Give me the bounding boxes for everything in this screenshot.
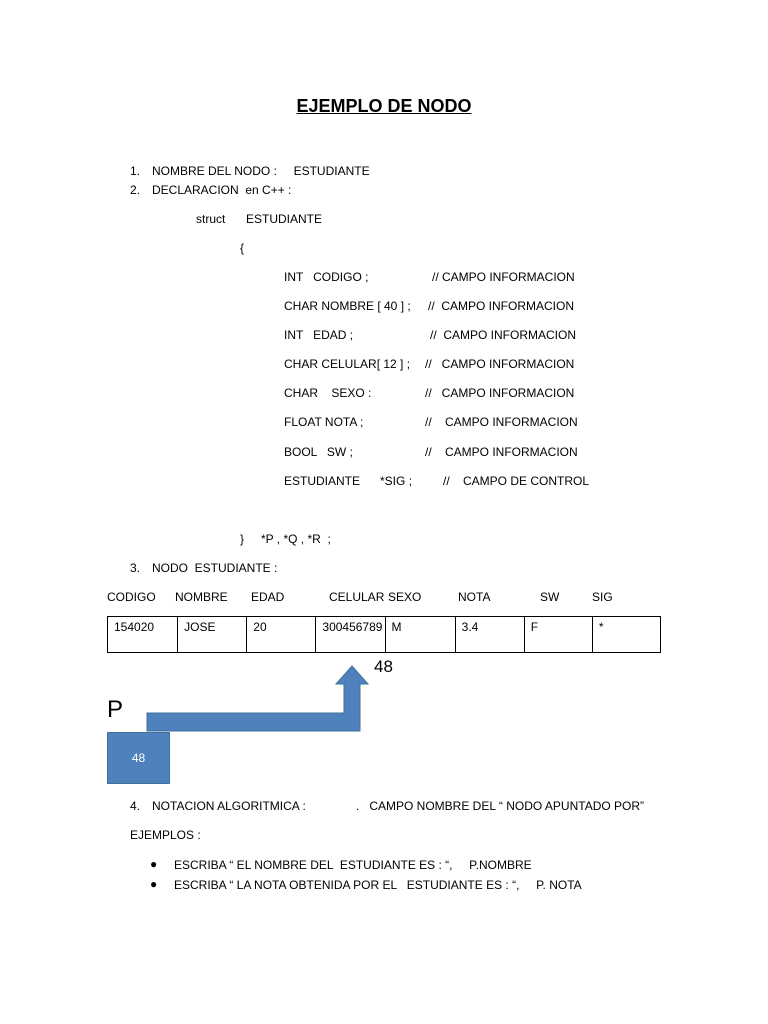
item-text: NOMBRE DEL NODO : ESTUDIANTE <box>152 164 370 178</box>
item-number: 3. <box>130 561 141 575</box>
field-declaration: CHAR NOMBRE [ 40 ] ; <box>284 299 411 313</box>
field-comment: // CAMPO INFORMACION <box>425 445 578 459</box>
close-brace: } <box>240 532 245 546</box>
field-comment: // CAMPO INFORMACION <box>425 357 575 371</box>
field-comment: // CAMPO INFORMACION <box>430 328 577 342</box>
field-declaration: ESTUDIANTE *SIG ; <box>284 474 413 488</box>
table-cell: 3.4 <box>455 617 524 653</box>
table-cell: M <box>385 617 455 653</box>
item-text: DECLARACION en C++ : <box>152 183 292 197</box>
field-declaration: CHAR CELULAR[ 12 ] ; <box>284 357 411 371</box>
column-header: CELULAR <box>329 590 385 604</box>
field-comment: // CAMPO DE CONTROL <box>443 474 590 488</box>
item-number: 4. <box>130 799 141 813</box>
field-comment: // CAMPO INFORMACION <box>432 270 575 284</box>
struct-keyword: struct <box>196 212 226 226</box>
column-header: SIG <box>592 590 613 604</box>
field-declaration: FLOAT NOTA ; <box>284 415 364 429</box>
arrow-shape <box>147 666 368 731</box>
address-label: 48 <box>374 657 393 676</box>
table-cell: F <box>524 617 592 653</box>
table-cell: * <box>592 617 660 653</box>
table-cell: 154020 <box>108 617 178 653</box>
item-text: NOTACION ALGORITMICA : <box>152 799 306 813</box>
table-cell: 300456789 <box>316 617 385 653</box>
list-item: ESCRIBA “ LA NOTA OBTENIDA POR EL ESTUDIANTE ES : “, P. NOTA <box>174 878 582 892</box>
pointer-value: 48 <box>131 751 146 765</box>
page-title: EJEMPLO DE NODO <box>296 96 472 116</box>
item-tail-text: . CAMPO NOMBRE DEL “ NODO APUNTADO POR” <box>356 799 645 813</box>
item-text: NODO ESTUDIANTE : <box>152 561 278 575</box>
column-header: NOMBRE <box>175 590 228 604</box>
bullet-icon: ● <box>150 877 158 891</box>
column-header: SW <box>540 590 560 604</box>
pointer-label: P <box>107 696 124 723</box>
item-number: 1. <box>130 164 141 178</box>
field-declaration: INT CODIGO ; <box>284 270 369 284</box>
table-cell: 20 <box>247 617 316 653</box>
field-declaration: INT EDAD ; <box>284 328 354 342</box>
table-cell: JOSE <box>178 617 247 653</box>
pointer-declaration: *P , *Q , *R ; <box>261 532 331 546</box>
field-declaration: BOOL SW ; <box>284 445 353 459</box>
field-declaration: CHAR SEXO : <box>284 386 372 400</box>
column-header: CODIGO <box>107 590 156 604</box>
list-item: ESCRIBA “ EL NOMBRE DEL ESTUDIANTE ES : “, P.NOMBRE <box>174 858 532 872</box>
item-number: 2. <box>130 183 141 197</box>
struct-name: ESTUDIANTE <box>246 212 323 226</box>
field-comment: // CAMPO INFORMACION <box>425 386 575 400</box>
field-comment: // CAMPO INFORMACION <box>425 415 578 429</box>
examples-heading: EJEMPLOS : <box>130 828 201 842</box>
bullet-icon: ● <box>150 857 158 871</box>
column-header: NOTA <box>458 590 491 604</box>
column-header: EDAD <box>251 590 285 604</box>
column-header: SEXO <box>388 590 422 604</box>
open-brace: { <box>240 241 245 255</box>
pointer-box <box>107 732 170 784</box>
field-comment: // CAMPO INFORMACION <box>428 299 575 313</box>
